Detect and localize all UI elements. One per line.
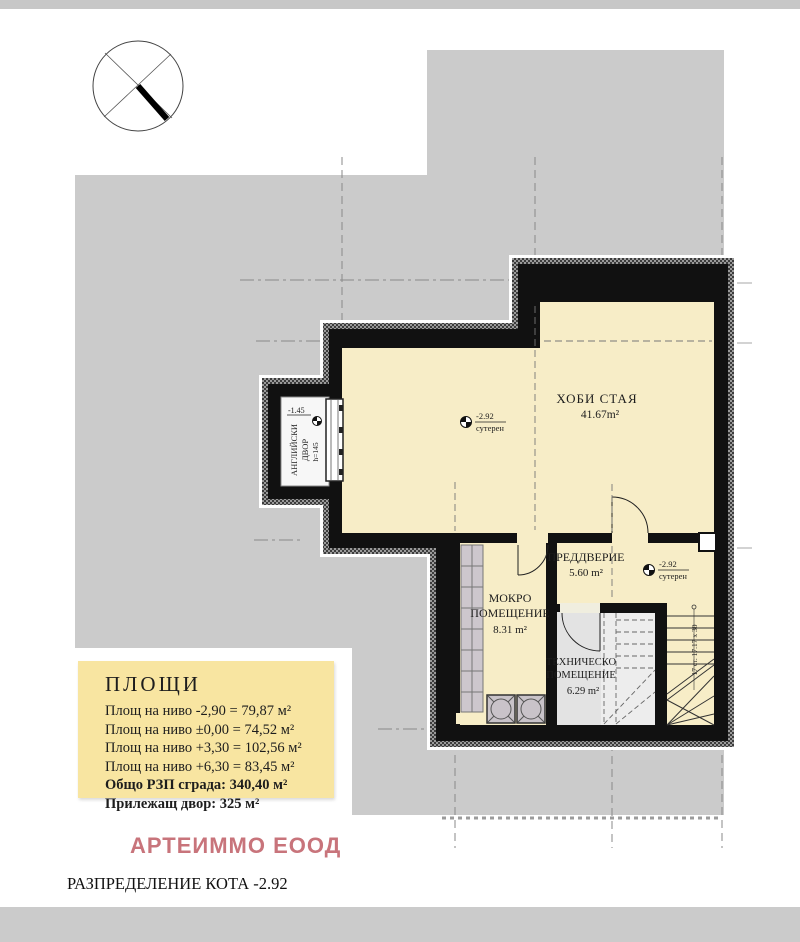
- svg-text:МОКРО: МОКРО: [488, 591, 532, 605]
- legend-total-building: Общо РЗП сграда: 340,40 м²: [105, 777, 288, 793]
- svg-text:h=145: h=145: [311, 442, 320, 462]
- top-margin-strip: [0, 0, 800, 9]
- wet-room-tile-strip: [461, 545, 483, 712]
- wet-room-corner-notch: [456, 713, 477, 724]
- svg-text:сутерен: сутерен: [659, 571, 687, 581]
- yard-window: [326, 399, 343, 481]
- tech-door-opening: [560, 603, 600, 613]
- stair-dimension-label: 17 ст. 17.17 x 30: [690, 624, 699, 676]
- svg-text:сутерен: сутерен: [476, 423, 504, 433]
- hobby-room-name: ХОБИ СТАЯ: [556, 391, 638, 406]
- svg-text:-2.92: -2.92: [476, 411, 494, 421]
- legend-row: Площ на ниво +6,30 = 83,45 м²: [105, 758, 295, 775]
- areas-legend-box: [78, 661, 334, 812]
- north-arrow-compass: [93, 41, 183, 131]
- vestibule-name: ПРЕДДВЕРИЕ: [547, 550, 625, 564]
- svg-text:-1.45: -1.45: [288, 406, 305, 415]
- legend-total-yard: Прилежащ двор: 325 м²: [105, 795, 260, 812]
- company-name: АРТЕИММО ЕООД: [130, 833, 342, 858]
- wet-room-area: 8.31 m²: [493, 624, 527, 636]
- vestibule-area: 5.60 m²: [569, 567, 603, 579]
- legend-title: ПЛОЩИ: [105, 672, 201, 696]
- legend-row: Площ на ниво ±0,00 = 74,52 м²: [105, 721, 295, 738]
- svg-text:-2.92: -2.92: [659, 559, 677, 569]
- svg-text:ТЕХНИЧЕСКО: ТЕХНИЧЕСКО: [545, 657, 617, 668]
- vestibule-door-opening: [612, 533, 648, 543]
- svg-text:АНГЛИЙСКИ: АНГЛИЙСКИ: [289, 423, 299, 477]
- technical-room-area: 6.29 m²: [566, 686, 600, 697]
- wet-door-opening: [517, 533, 548, 543]
- legend-row: Площ на ниво +3,30 = 102,56 м²: [105, 740, 302, 756]
- svg-text:ПОМЕЩЕНИЕ: ПОМЕЩЕНИЕ: [470, 606, 550, 620]
- east-wall-niche: [699, 533, 716, 551]
- legend-row: Площ на ниво -2,90 = 79,87 м²: [105, 703, 292, 719]
- svg-text:ПОМЕЩЕНИЕ: ПОМЕЩЕНИЕ: [546, 670, 616, 681]
- hobby-room-area: 41.67m²: [580, 409, 620, 421]
- svg-text:ДВОР: ДВОР: [300, 438, 310, 462]
- drawing-caption: РАЗПРЕДЕЛЕНИЕ КОТА -2.92: [67, 874, 288, 893]
- technical-room-stair-zone: [601, 612, 655, 725]
- bottom-margin-strip: [0, 907, 800, 942]
